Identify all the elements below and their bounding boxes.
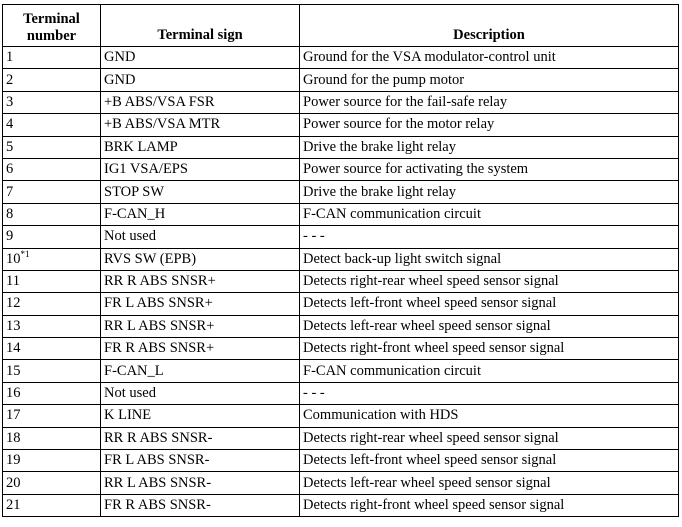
terminal-sign-cell: RR L ABS SNSR+	[101, 315, 300, 337]
terminal-number: 13	[6, 317, 21, 334]
terminal-number-cell	[3, 270, 101, 292]
terminal-number-cell	[3, 69, 101, 91]
table-row	[3, 203, 679, 225]
description-cell: Detects left-front wheel speed sensor signal	[300, 293, 679, 315]
terminal-sign-cell: FR L ABS SNSR+	[101, 293, 300, 315]
table-header-row	[3, 5, 679, 47]
terminal-sign-cell: FR R ABS SNSR+	[101, 338, 300, 360]
terminal-number-cell	[3, 91, 101, 113]
description-cell: Detects right-rear wheel speed sensor signal	[300, 270, 679, 292]
description-cell: - - -	[300, 382, 679, 404]
terminal-number-cell	[3, 494, 101, 516]
description-cell: Detects left-front wheel speed sensor signal	[300, 450, 679, 472]
description-cell: F-CAN communication circuit	[300, 203, 679, 225]
terminal-number-cell	[3, 360, 101, 382]
terminal-sign-cell: GND	[101, 69, 300, 91]
terminal-sign-cell: RR R ABS SNSR-	[101, 427, 300, 449]
terminal-sign-cell: K LINE	[101, 405, 300, 427]
terminal-sign-cell: +B ABS/VSA FSR	[101, 91, 300, 113]
terminal-number: 12	[6, 295, 21, 312]
terminal-number: 2	[6, 71, 14, 88]
terminal-number-cell	[3, 136, 101, 158]
description-cell: Drive the brake light relay	[300, 181, 679, 203]
terminal-sign-cell: Not used	[101, 226, 300, 248]
description-cell: F-CAN communication circuit	[300, 360, 679, 382]
terminal-number: 20	[6, 474, 21, 491]
terminal-number: 6	[6, 161, 14, 178]
terminal-number-cell	[3, 293, 101, 315]
terminal-number: 8	[6, 205, 14, 222]
terminal-number: 5	[6, 138, 14, 155]
terminal-number-cell	[3, 47, 101, 69]
terminal-number-cell	[3, 158, 101, 180]
table-row	[3, 181, 679, 203]
terminal-number: 1	[6, 49, 14, 66]
table-row	[3, 91, 679, 113]
terminal-number-cell	[3, 248, 101, 270]
description-cell: - - -	[300, 226, 679, 248]
terminal-number-cell	[3, 427, 101, 449]
header-description: Description	[300, 5, 679, 47]
terminal-sign-cell: BRK LAMP	[101, 136, 300, 158]
description-cell: Power source for activating the system	[300, 158, 679, 180]
terminal-number-cell	[3, 472, 101, 494]
terminal-number: 10	[6, 250, 21, 267]
terminal-table-container	[2, 4, 679, 517]
terminal-number-cell	[3, 405, 101, 427]
table-row	[3, 293, 679, 315]
terminal-sign-cell: RR L ABS SNSR-	[101, 472, 300, 494]
table-row	[3, 69, 679, 91]
terminal-number: 14	[6, 340, 21, 357]
description-cell: Ground for the VSA modulator-control unit	[300, 47, 679, 69]
table-row	[3, 450, 679, 472]
terminal-number: 17	[6, 407, 21, 424]
footnote-marker: *1	[20, 248, 30, 259]
terminal-table	[2, 4, 679, 517]
terminal-sign-cell: STOP SW	[101, 181, 300, 203]
terminal-number-cell	[3, 226, 101, 248]
terminal-sign-cell: F-CAN_H	[101, 203, 300, 225]
terminal-sign-cell: FR R ABS SNSR-	[101, 494, 300, 516]
table-row	[3, 136, 679, 158]
terminal-number-cell	[3, 338, 101, 360]
terminal-number-cell	[3, 315, 101, 337]
terminal-number-cell	[3, 382, 101, 404]
table-row	[3, 360, 679, 382]
description-cell: Detects right-front wheel speed sensor signal	[300, 338, 679, 360]
table-body	[3, 47, 679, 517]
terminal-sign-cell: IG1 VSA/EPS	[101, 158, 300, 180]
table-row	[3, 114, 679, 136]
terminal-number: 15	[6, 362, 21, 379]
table-row	[3, 226, 679, 248]
terminal-sign-cell: F-CAN_L	[101, 360, 300, 382]
table-row	[3, 315, 679, 337]
description-cell: Power source for the motor relay	[300, 114, 679, 136]
description-cell: Drive the brake light relay	[300, 136, 679, 158]
terminal-number: 16	[6, 385, 21, 402]
table-row	[3, 248, 679, 270]
description-cell: Detects right-front wheel speed sensor signal	[300, 494, 679, 516]
header-terminal-number-line2: number	[26, 28, 77, 44]
description-cell: Detects left-rear wheel speed sensor signal	[300, 315, 679, 337]
table-row	[3, 382, 679, 404]
description-cell: Detect back-up light switch signal	[300, 248, 679, 270]
description-cell: Detects right-rear wheel speed sensor signal	[300, 427, 679, 449]
header-terminal-number-line1: Terminal	[23, 11, 80, 27]
terminal-sign-cell: RVS SW (EPB)	[101, 248, 300, 270]
terminal-number: 11	[6, 273, 20, 290]
description-cell: Detects left-rear wheel speed sensor signal	[300, 472, 679, 494]
terminal-sign-cell: +B ABS/VSA MTR	[101, 114, 300, 136]
terminal-number: 18	[6, 429, 21, 446]
table-row	[3, 427, 679, 449]
terminal-number: 9	[6, 228, 14, 245]
table-row	[3, 472, 679, 494]
terminal-number: 19	[6, 452, 21, 469]
terminal-number-cell	[3, 450, 101, 472]
terminal-number-cell	[3, 203, 101, 225]
terminal-number: 4	[6, 116, 14, 133]
terminal-number: 3	[6, 93, 14, 110]
terminal-sign-cell: RR R ABS SNSR+	[101, 270, 300, 292]
terminal-sign-cell: GND	[101, 47, 300, 69]
header-terminal-number	[3, 5, 101, 47]
description-cell: Power source for the fail-safe relay	[300, 91, 679, 113]
table-row	[3, 270, 679, 292]
terminal-number: 7	[6, 183, 14, 200]
description-cell: Communication with HDS	[300, 405, 679, 427]
table-row	[3, 47, 679, 69]
terminal-number-cell	[3, 114, 101, 136]
terminal-sign-cell: Not used	[101, 382, 300, 404]
terminal-sign-cell: FR L ABS SNSR-	[101, 450, 300, 472]
description-cell: Ground for the pump motor	[300, 69, 679, 91]
terminal-number-cell	[3, 181, 101, 203]
terminal-number: 21	[6, 497, 21, 513]
table-row	[3, 405, 679, 427]
table-row	[3, 338, 679, 360]
table-row	[3, 158, 679, 180]
header-terminal-sign: Terminal sign	[101, 5, 300, 47]
table-row	[3, 494, 679, 516]
